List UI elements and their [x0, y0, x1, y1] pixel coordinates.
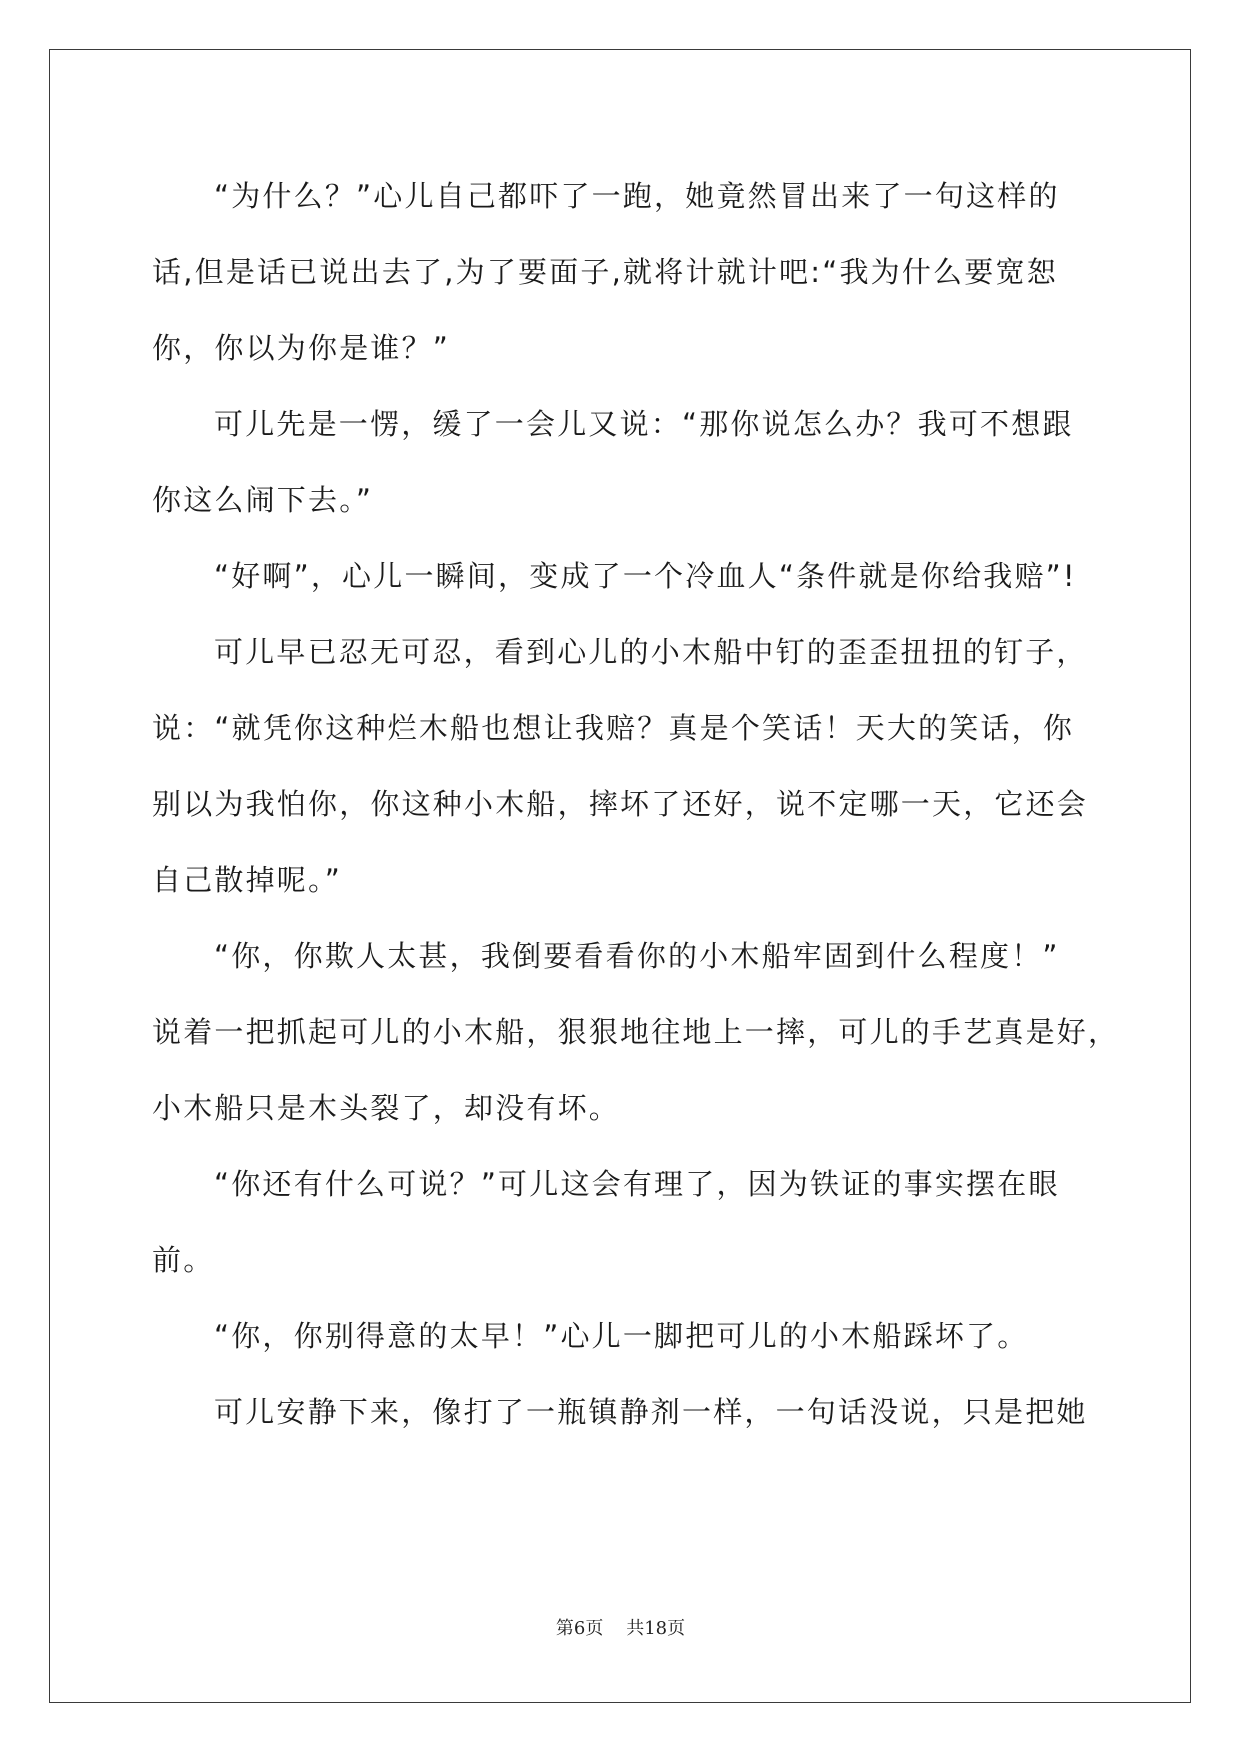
text-line: 小木船只是木头裂了，却没有坏。 — [152, 1091, 621, 1125]
text-line: 说：“就凭你这种烂木船也想让我赔？真是个笑话！天大的笑话，你 — [152, 711, 1075, 745]
text-line: 你，你以为你是谁？” — [152, 331, 451, 365]
text-line: “你，你欺人太甚，我倒要看看你的小木船牢固到什么程度！” — [214, 939, 1060, 973]
text-line: 自己散掉呢。” — [152, 863, 342, 897]
text-line: “好啊”，心儿一瞬间，变成了一个冷血人“条件就是你给我赔”! — [214, 559, 1077, 593]
text-line: 前。 — [152, 1243, 215, 1277]
text-line: “为什么？”心儿自己都吓了一跑，她竟然冒出来了一句这样的 — [214, 179, 1060, 213]
text-line: “你还有什么可说？”可儿这会有理了，因为铁证的事实摆在眼 — [214, 1167, 1060, 1201]
text-line: 话,但是话已说出去了,为了要面子,就将计就计吧:“我为什么要宽恕 — [152, 255, 1058, 289]
text-line: 说着一把抓起可儿的小木船，狠狠地往地上一摔，可儿的手艺真是好， — [152, 1015, 1120, 1049]
text-line: 你这么闹下去。” — [152, 483, 374, 517]
text-line: 可儿早已忍无可忍，看到心儿的小木船中钉的歪歪扭扭的钉子， — [214, 635, 1088, 669]
document-body — [152, 158, 1120, 1450]
text-line: 可儿先是一愣，缓了一会儿又说：“那你说怎么办？我可不想跟 — [214, 407, 1074, 441]
page-number-footer: 第6页 共18页 — [555, 1618, 686, 1639]
text-line: 别以为我怕你，你这种小木船，摔坏了还好，说不定哪一天，它还会 — [152, 787, 1089, 821]
text-line: 可儿安静下来，像打了一瓶镇静剂一样，一句话没说，只是把她 — [214, 1395, 1088, 1429]
text-line: “你，你别得意的太早！”心儿一脚把可儿的小木船踩坏了。 — [214, 1319, 1029, 1353]
